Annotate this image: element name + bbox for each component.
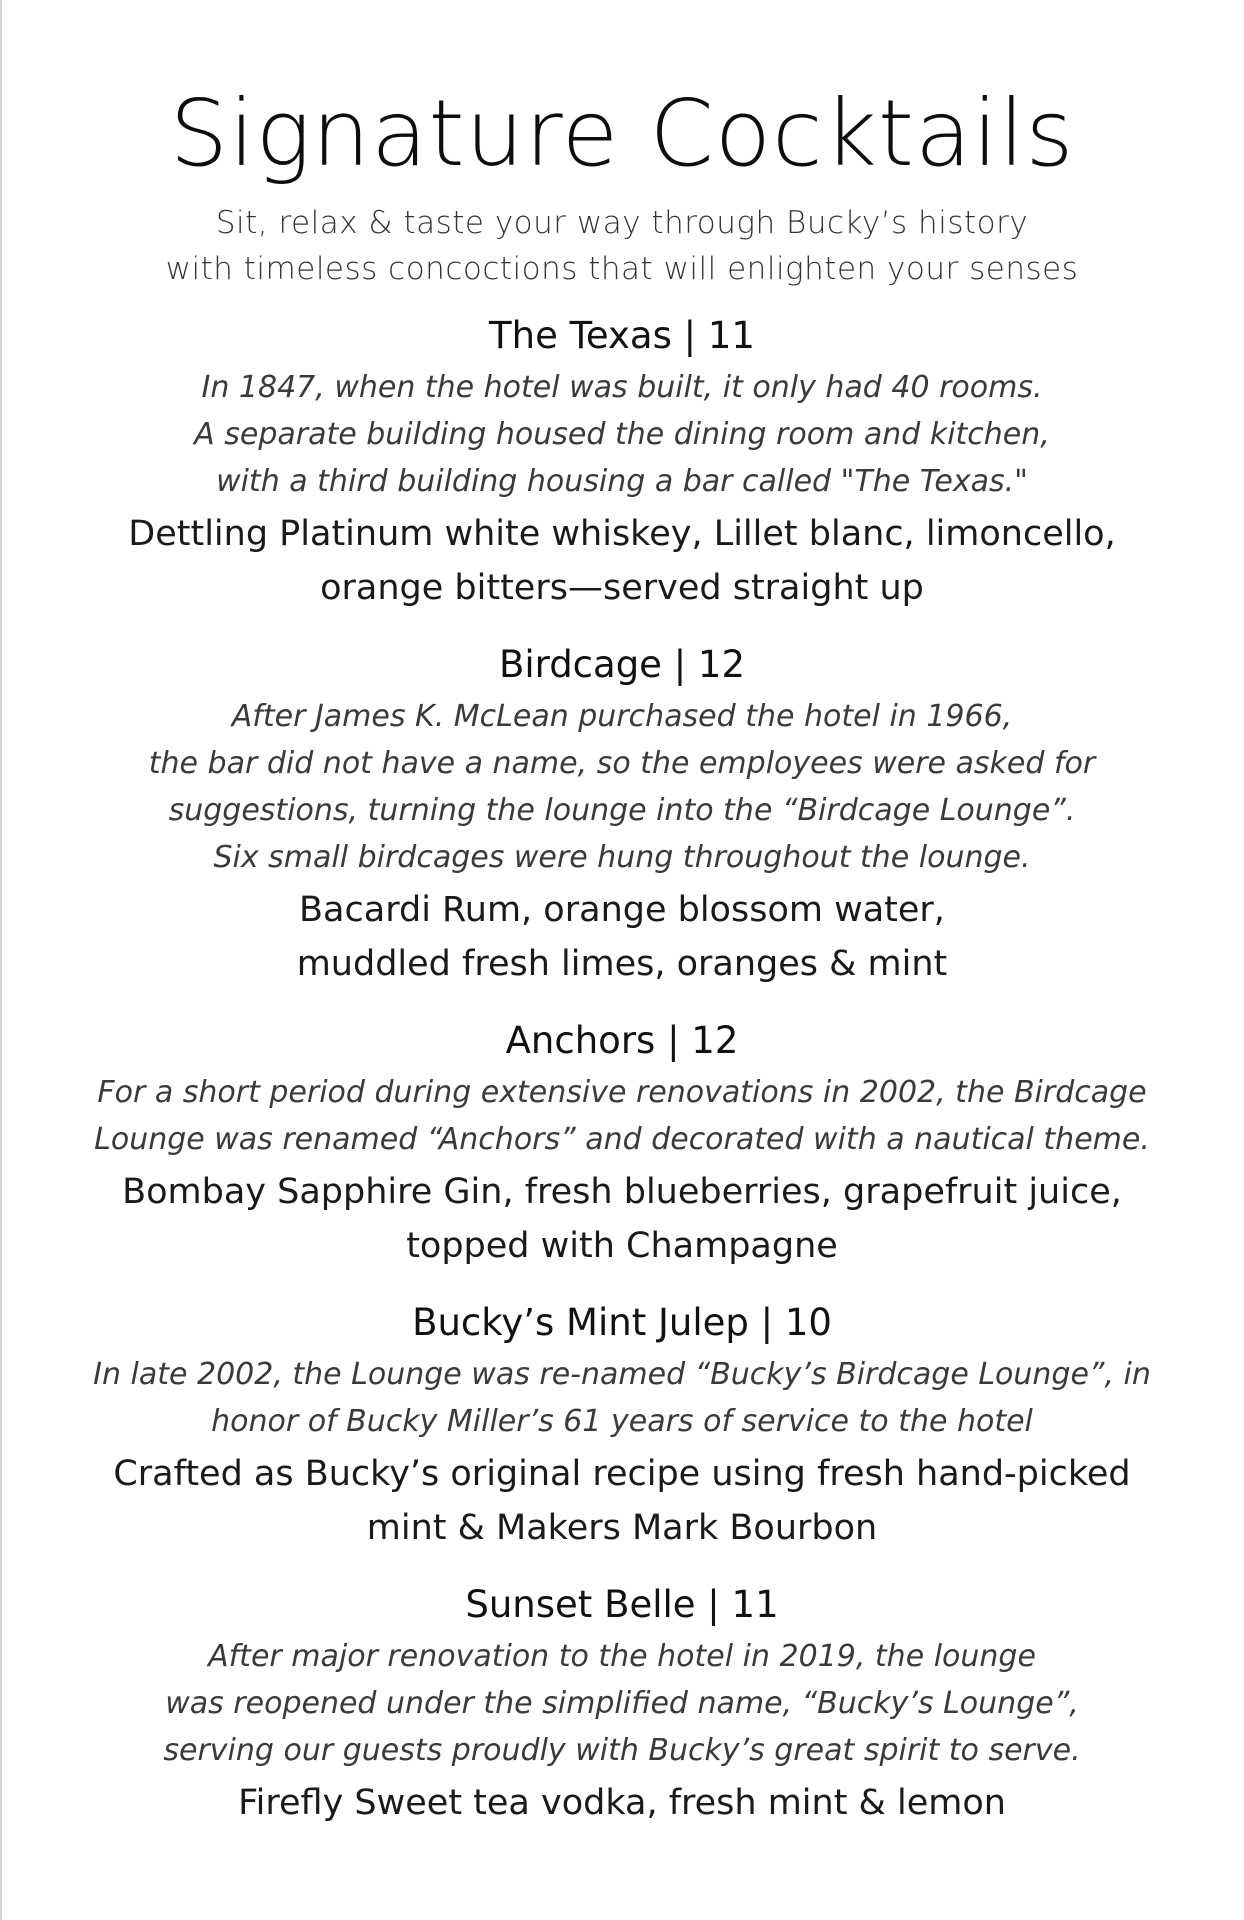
cocktail-ingredients: [0, 1165, 1244, 1273]
cocktail-heading: The Texas | 11: [489, 314, 755, 357]
story-line: In 1847, when the hotel was built, it only had 40 rooms.: [201, 370, 1043, 405]
cocktail-story: [0, 693, 1244, 881]
cocktail-story: [0, 1633, 1244, 1774]
cocktail-item-birdcage: [0, 639, 1244, 991]
cocktail-heading: Bucky’s Mint Julep | 10: [412, 1301, 832, 1344]
story-line: Lounge was renamed “Anchors” and decorated with a nautical theme.: [94, 1122, 1150, 1157]
ingredients-line: Bombay Sapphire Gin, fresh blueberries, grapefruit juice,: [122, 1172, 1122, 1212]
cocktail-heading: Anchors | 12: [505, 1019, 739, 1062]
page-title: Signature Cocktails: [169, 80, 1075, 187]
cocktail-item-anchors: [0, 1015, 1244, 1273]
ingredients-line: topped with Champagne: [406, 1226, 838, 1266]
cocktail-heading: Sunset Belle | 11: [465, 1583, 779, 1626]
ingredients-line: Dettling Platinum white whiskey, Lillet blanc, limoncello,: [128, 514, 1116, 554]
story-line: was reopened under the simplified name, “Bucky’s Lounge”,: [165, 1686, 1079, 1721]
cocktail-ingredients: [0, 883, 1244, 991]
story-line: In late 2002, the Lounge was re-named “Bucky’s Birdcage Lounge”, in: [93, 1357, 1151, 1392]
story-line: with a third building housing a bar called "The Texas.": [216, 464, 1028, 499]
ingredients-line: Bacardi Rum, orange blossom water,: [299, 890, 945, 930]
story-line: the bar did not have a name, so the employees were asked for: [148, 746, 1096, 781]
ingredients-line: muddled fresh limes, oranges & mint: [296, 944, 948, 984]
ingredients-line: Firefly Sweet tea vodka, fresh mint & lemon: [238, 1783, 1006, 1823]
story-line: honor of Bucky Miller’s 61 years of service to the hotel: [211, 1404, 1033, 1439]
ingredients-line: mint & Makers Mark Bourbon: [366, 1508, 878, 1548]
subtitle: [0, 200, 1244, 292]
story-line: For a short period during extensive renovations in 2002, the Birdcage: [97, 1075, 1147, 1110]
story-line: serving our guests proudly with Bucky’s great spirit to serve.: [163, 1733, 1081, 1768]
cocktail-list: [0, 310, 1244, 1830]
cocktail-item-sunset-belle: [0, 1579, 1244, 1830]
cocktail-item-the-texas: [0, 310, 1244, 615]
ingredients-line: orange bitters—served straight up: [320, 568, 924, 608]
story-line: suggestions, turning the lounge into the “Birdcage Lounge”.: [168, 793, 1076, 828]
story-line: A separate building housed the dining room and kitchen,: [194, 417, 1050, 452]
subtitle-line: Sit, relax & taste your way through Bucky’s history: [215, 205, 1029, 241]
ingredients-line: Crafted as Bucky’s original recipe using fresh hand-picked: [113, 1454, 1131, 1494]
cocktail-heading: Birdcage | 12: [498, 643, 746, 686]
cocktail-item-buckys-mint-julep: [0, 1297, 1244, 1555]
story-line: After major renovation to the hotel in 2019, the lounge: [208, 1639, 1036, 1674]
cocktail-ingredients: [0, 1447, 1244, 1555]
cocktail-story: [0, 1069, 1244, 1163]
subtitle-line: with timeless concoctions that will enlighten your senses: [165, 251, 1079, 287]
story-line: After James K. McLean purchased the hotel in 1966,: [231, 699, 1013, 734]
cocktail-ingredients: [0, 507, 1244, 615]
story-line: Six small birdcages were hung throughout the lounge.: [213, 840, 1031, 875]
cocktail-ingredients: [0, 1776, 1244, 1830]
cocktail-story: [0, 364, 1244, 505]
cocktail-story: [0, 1351, 1244, 1445]
